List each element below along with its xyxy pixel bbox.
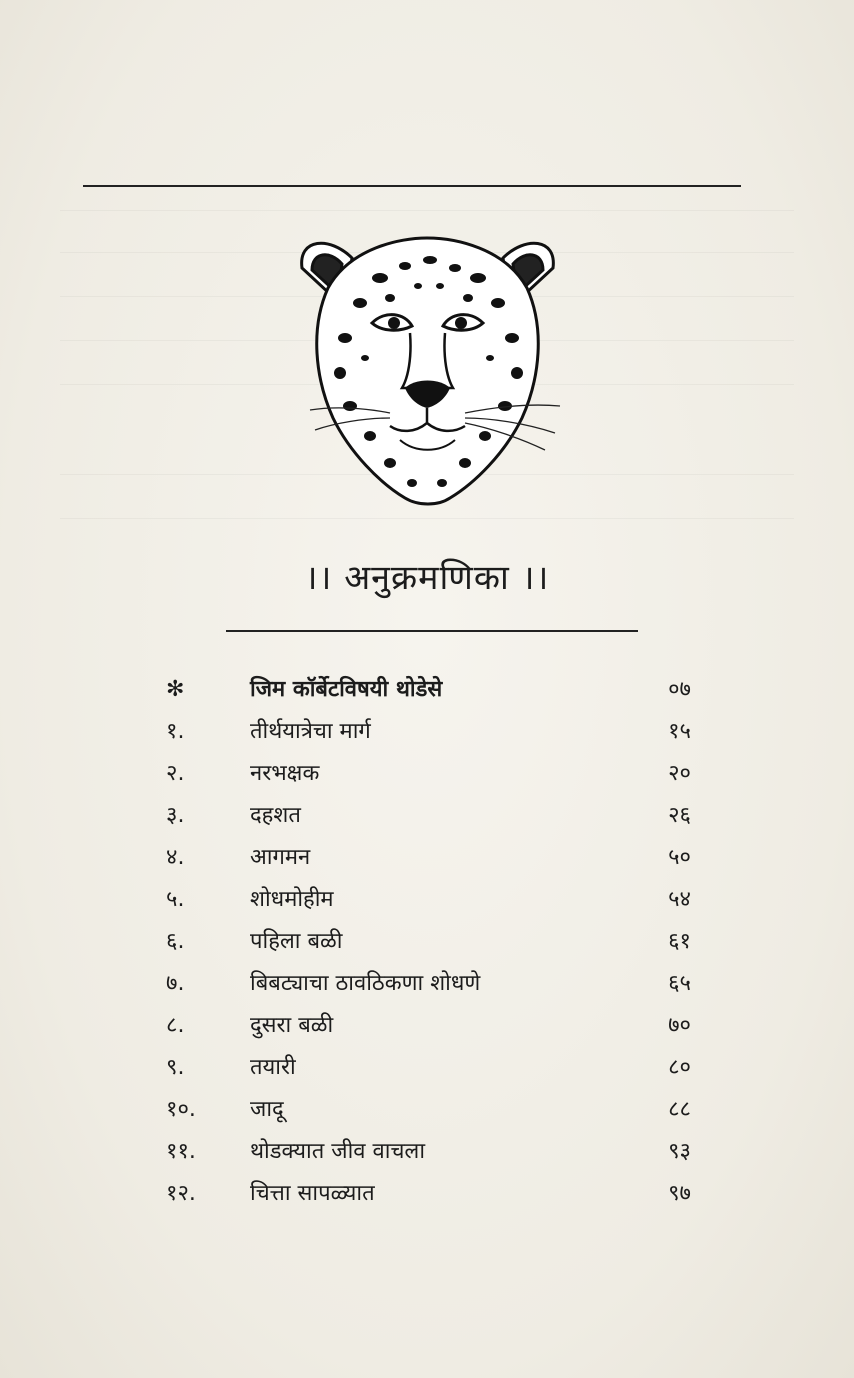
toc-number: १०. [166, 1097, 196, 1122]
toc-number: ३. [166, 803, 185, 828]
toc-page-number: ८८ [668, 1097, 691, 1122]
toc-page-number: २६ [668, 803, 691, 828]
toc-page-number: ०७ [668, 677, 691, 702]
toc-page-number: ८० [668, 1055, 691, 1080]
toc-number: ६. [166, 929, 185, 954]
toc-entry[interactable] [0, 922, 854, 962]
toc-number: २. [166, 761, 185, 786]
toc-page-number: ६१ [668, 929, 691, 954]
toc-page-number: ६५ [668, 971, 691, 996]
toc-entry[interactable] [0, 838, 854, 878]
toc-title: आगमन [250, 845, 311, 870]
toc-title: दुसरा बळी [250, 1013, 334, 1038]
bleed-through-line [60, 518, 794, 519]
toc-number: ८. [166, 1013, 185, 1038]
toc-number: ✻ [166, 677, 185, 702]
toc-page-number: ७० [668, 1013, 691, 1038]
toc-entry[interactable] [0, 670, 854, 710]
toc-entry[interactable] [0, 1048, 854, 1088]
toc-page-number: २० [668, 761, 691, 786]
toc-number: ७. [166, 971, 185, 996]
toc-page-number: ५० [668, 845, 691, 870]
top-rule [83, 185, 741, 187]
toc-title: नरभक्षक [250, 761, 320, 786]
bleed-through-line [60, 210, 794, 211]
toc-page-number: ५४ [668, 887, 691, 912]
toc-entry[interactable] [0, 1174, 854, 1214]
toc-entry[interactable] [0, 754, 854, 794]
toc-entry[interactable] [0, 712, 854, 752]
toc-title: बिबट्याचा ठावठिकणा शोधणे [250, 971, 481, 996]
toc-entry[interactable] [0, 1006, 854, 1046]
toc-page-number: १५ [668, 719, 691, 744]
toc-number: ९. [166, 1055, 185, 1080]
toc-title: जादू [250, 1097, 284, 1122]
toc-page-number: ९७ [668, 1181, 691, 1206]
contents-heading: ।। अनुक्रमणिका ।। [304, 558, 550, 598]
toc-title: जिम कॉर्बेटविषयी थोडेसे [250, 677, 443, 702]
toc-entry[interactable] [0, 964, 854, 1004]
toc-number: ४. [166, 845, 185, 870]
toc-number: ५. [166, 887, 185, 912]
toc-entry[interactable] [0, 880, 854, 920]
toc-page-number: ९३ [668, 1139, 691, 1164]
toc-number: १२. [166, 1181, 196, 1206]
heading-rule [226, 630, 638, 632]
toc-title: दहशत [250, 803, 301, 828]
toc-title: तीर्थयात्रेचा मार्ग [250, 719, 371, 744]
toc-title: तयारी [250, 1055, 296, 1080]
toc-title: पहिला बळी [250, 929, 343, 954]
toc-entry[interactable] [0, 796, 854, 836]
toc-number: १. [166, 719, 185, 744]
toc-title: शोधमोहीम [250, 887, 334, 912]
toc-title: थोडक्यात जीव वाचला [250, 1139, 426, 1164]
toc-entry[interactable] [0, 1132, 854, 1172]
toc-entry[interactable] [0, 1090, 854, 1130]
toc-number: ११. [166, 1139, 196, 1164]
toc-title: चित्ता सापळ्यात [250, 1181, 375, 1206]
leopard-head-icon [290, 228, 565, 513]
